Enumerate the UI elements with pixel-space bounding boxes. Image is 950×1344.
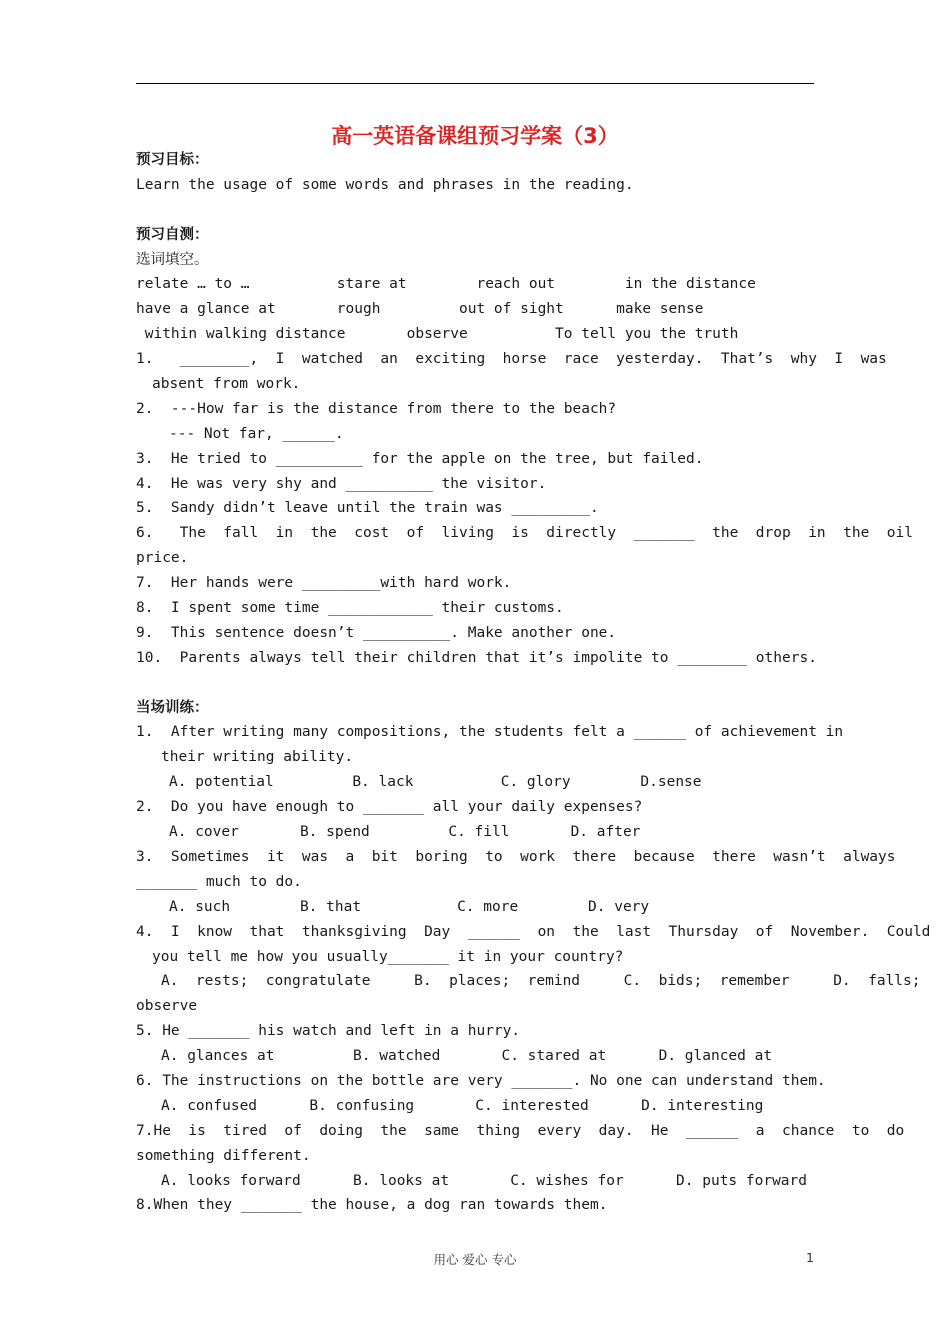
question-line: 8. I spent some time ____________ their customs. [136, 600, 564, 617]
question-line: 2. ---How far is the distance from there to the beach? [136, 400, 617, 417]
question-line: 3. He tried to __________ for the apple on the tree, but failed. [136, 450, 704, 467]
question-line: 7. Her hands were _________with hard work. [136, 575, 512, 592]
practice-line: 1. After writing many compositions, the students felt a ______ of achievement in [136, 724, 844, 741]
practice-options: A. such B. that C. more D. very [169, 898, 650, 915]
practice-line: 6. The instructions on the bottle are very _______. No one can understand them. [136, 1072, 826, 1089]
practice-options: A. cover B. spend C. fill D. after [169, 824, 641, 841]
question-line: 1. ________, I watched an exciting horse race yesterday. That’s why I was [136, 351, 887, 368]
question-line: 5. Sandy didn’t leave until the train was _________. [136, 500, 599, 517]
spacer [136, 671, 814, 696]
word-bank-line: within walking distance observe To tell you the truth [136, 326, 739, 343]
practice-options: A. glances at B. watched C. stared at D. glanced at [161, 1048, 773, 1065]
question-line: 4. He was very shy and __________ the visitor. [136, 475, 547, 492]
practice-line: something different. [136, 1147, 311, 1164]
self-test-instruction: 选词填空。 [136, 251, 209, 268]
question-line: absent from work. [152, 376, 301, 393]
practice-options: A. potential B. lack C. glory D.sense [169, 774, 702, 791]
practice-options: A. looks forward B. looks at C. wishes for D. puts forward [161, 1172, 808, 1189]
practice-line: 4. I know that thanksgiving Day ______ on the last Thursday of November. Could [136, 923, 931, 940]
page-number: 1 [806, 1250, 814, 1265]
practice-heading: 当场训练： [136, 699, 209, 716]
practice-line: _______ much to do. [136, 873, 302, 890]
practice-line: 8.When they _______ the house, a dog ran towards them. [136, 1197, 608, 1214]
word-bank-line: have a glance at rough out of sight make sense [136, 301, 704, 318]
practice-line: you tell me how you usually_______ it in your country? [152, 948, 624, 965]
goal-heading: 预习目标： [136, 152, 209, 168]
question-line: price. [136, 550, 189, 567]
question-line: --- Not far, ______. [169, 425, 344, 442]
self-test-heading: 预习自测： [136, 226, 209, 243]
question-line: 9. This sentence doesn’t __________. Make another one. [136, 624, 617, 641]
question-line: 6. The fall in the cost of living is directly _______ the drop in the oil [136, 525, 913, 542]
practice-options: A. confused B. confusing C. interested D. interesting [161, 1097, 764, 1114]
page-title: 高一英语备课组预习学案（3） [331, 124, 619, 148]
practice-line: 7.He is tired of doing the same thing every day. He ______ a chance to do [136, 1122, 905, 1139]
footer-text: 用心 爱心 专心 [433, 1252, 517, 1267]
question-line: 10. Parents always tell their children that it’s impolite to ________ others. [136, 649, 817, 666]
practice-line: 3. Sometimes it was a bit boring to work there because there wasn’t always [136, 848, 896, 865]
header-rule [136, 83, 814, 84]
practice-line: 5. He _______ his watch and left in a hurry. [136, 1023, 521, 1040]
practice-line: their writing ability. [161, 749, 354, 766]
practice-line: observe [136, 998, 198, 1015]
goal-text: Learn the usage of some words and phrases in the reading. [136, 176, 634, 193]
practice-options: A. rests; congratulate B. places; remind C. bids; remember D. falls; [161, 973, 921, 990]
worksheet-body [136, 148, 931, 1218]
spacer [136, 198, 814, 223]
word-bank-line: relate … to … stare at reach out in the distance [136, 276, 756, 293]
practice-line: 2. Do you have enough to _______ all your daily expenses? [136, 799, 643, 816]
